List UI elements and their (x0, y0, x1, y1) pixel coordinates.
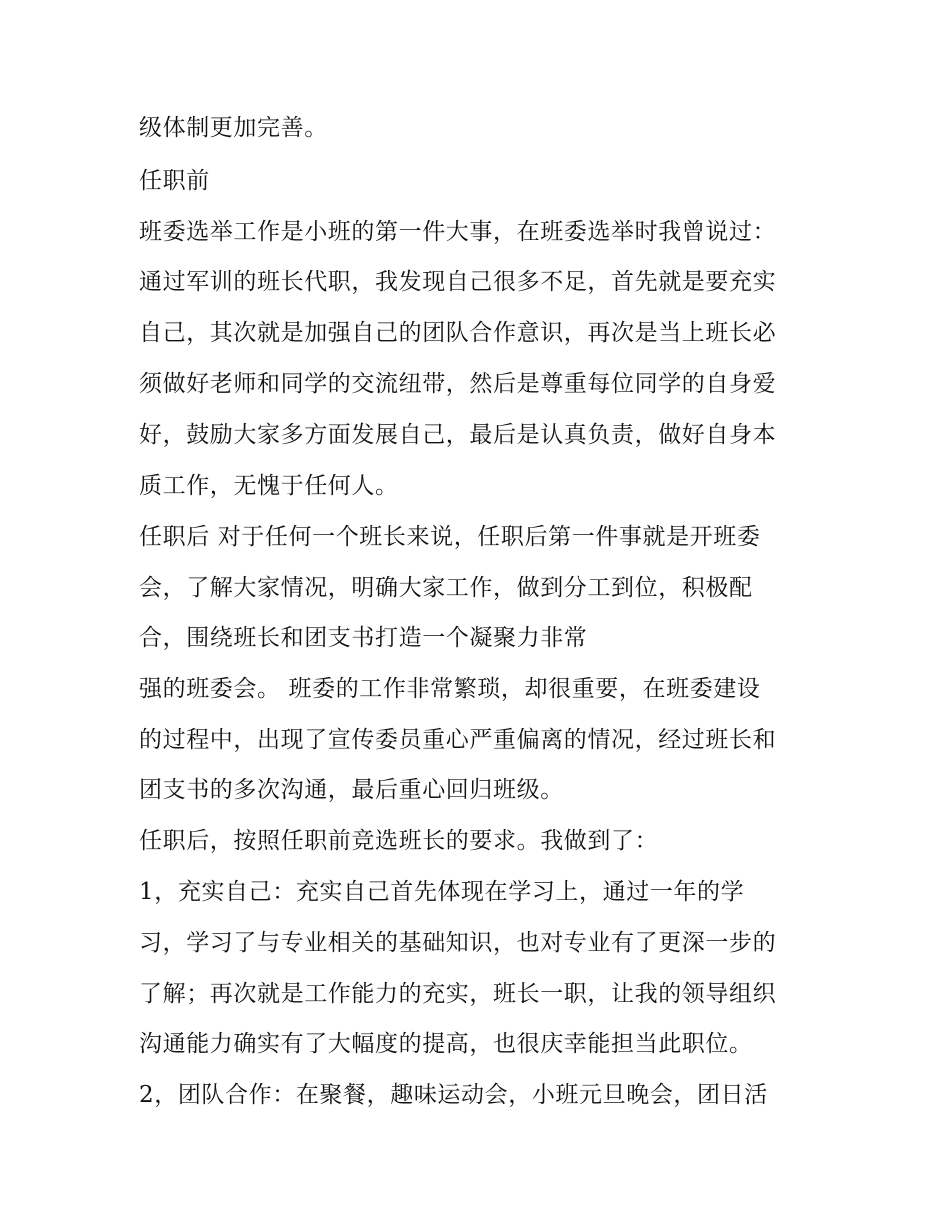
list-item-1: 1，充实自己：充实自己首先体现在学习上，通过一年的学 (139, 879, 745, 905)
text-line: 团支书的多次沟通，最后重心回归班级。 (139, 777, 564, 803)
text-line: 好，鼓励大家多方面发展自己，最后是认真负责，做好自身本 (139, 422, 777, 448)
text-line: 级体制更加完善。 (139, 115, 328, 141)
text-line: 任职后，按照任职前竞选班长的要求。我做到了： (139, 828, 659, 854)
text-line: 须做好老师和同学的交流纽带，然后是尊重每位同学的自身爱 (139, 371, 777, 397)
text-line: 的过程中，出现了宣传委员重心严重偏离的情况，经过班长和 (139, 727, 777, 753)
text-line: 自己，其次就是加强自己的团队合作意识，再次是当上班长必 (139, 320, 777, 346)
section-heading: 任职前 (139, 168, 210, 194)
text-line: 会，了解大家情况，明确大家工作，做到分工到位，积极配 (139, 575, 753, 601)
text-line: 质工作，无愧于任何人。 (139, 473, 399, 499)
text-line: 任职后 对于任何一个班长来说，任职后第一件事就是开班委 (139, 524, 761, 550)
text-line: 强的班委会。 班委的工作非常繁琐，却很重要，在班委建设 (139, 676, 761, 702)
text-line: 习，学习了与专业相关的基础知识，也对专业有了更深一步的 (139, 930, 777, 956)
text-line: 班委选举工作是小班的第一件大事，在班委选举时我曾说过： (139, 219, 777, 245)
text-line: 合，围绕班长和团支书打造一个凝聚力非常 (139, 625, 588, 651)
text-line: 通过军训的班长代职，我发现自己很多不足，首先就是要充实 (139, 269, 777, 295)
text-line: 沟通能力确实有了大幅度的提高，也很庆幸能担当此职位。 (139, 1031, 753, 1057)
list-item-2: 2，团队合作：在聚餐，趣味运动会，小班元旦晚会，团日活 (139, 1082, 768, 1108)
text-line: 了解；再次就是工作能力的充实，班长一职，让我的领导组织 (139, 981, 777, 1007)
